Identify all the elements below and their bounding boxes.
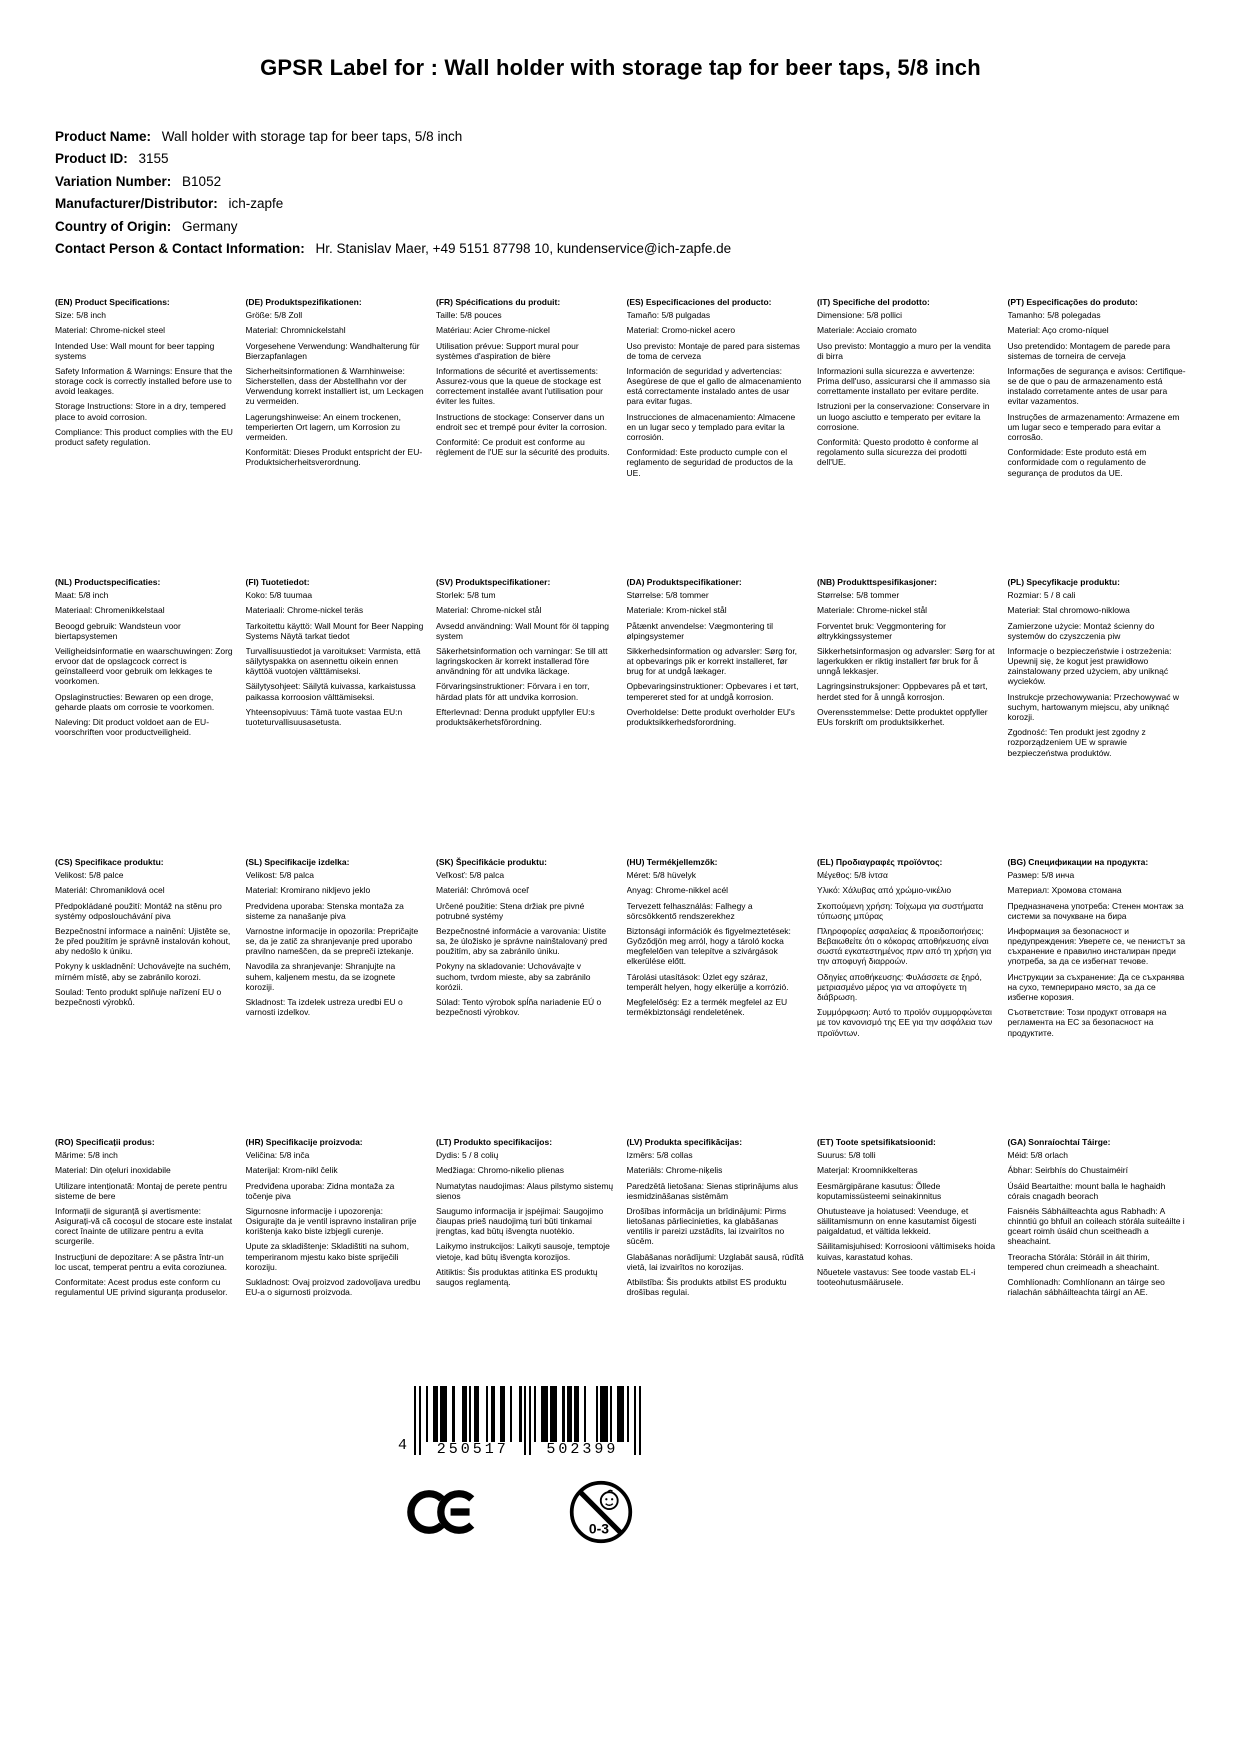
spec-paragraph: Atitiktis: Šis produktas atitinka ES produktų saugos reglamentą. <box>436 1266 598 1288</box>
spec-paragraph: Efterlevnad: Denna produkt uppfyller EU:s produktsäkerhetsförordning. <box>436 706 595 728</box>
spec-paragraph: Съответствие: Този продукт отговаря на регламента на ЕС за безопасност на продуктите. <box>1007 1007 1167 1038</box>
info-label: Variation Number: <box>55 173 172 189</box>
language-block-pl <box>1008 577 1187 857</box>
language-block-hu <box>627 857 806 1137</box>
spec-paragraph: Izmērs: 5/8 collas <box>626 1150 693 1161</box>
spec-paragraph: Tamanho: 5/8 polegadas <box>1007 310 1101 321</box>
spec-paragraph: Informações de segurança e avisos: Certifique-se de que o pau de armazenamento está instalado corretamente antes de usar para evitar vazamentos. <box>1007 365 1186 407</box>
language-block-header: (IT) Specifiche del prodotto: <box>817 296 930 307</box>
spec-paragraph: Upute za skladištenje: Skladištiti na suhom, temperiranom mjestu kako biste spriječili koroziju. <box>245 1241 409 1272</box>
spec-paragraph: Opslaginstructies: Bewaren op een droge, geharde plaats om corrosie te voorkomen. <box>55 691 215 712</box>
spec-paragraph: Pokyny k uskladnění: Uchovávejte na suchém, mírném místě, aby se zabránilo korozi. <box>55 961 231 982</box>
spec-paragraph: Koko: 5/8 tuumaa <box>245 590 313 601</box>
language-block-bg <box>1008 857 1187 1137</box>
language-block-fr <box>436 297 615 577</box>
spec-paragraph: Размер: 5/8 инча <box>1007 870 1075 881</box>
spec-paragraph: Predviđena uporaba: Zidna montaža za točenje piva <box>245 1180 395 1201</box>
spec-paragraph: Lagerungshinweise: An einem trockenen, temperierten Ort lagern, um Korrosion zu vermeiden. <box>245 411 401 443</box>
spec-paragraph: Velikost: 5/8 palca <box>245 870 315 881</box>
spec-paragraph: Zgodność: Ten produkt jest zgodny z rozporządzeniem UE w sprawie bezpieczeństwa produktów. <box>1007 727 1146 758</box>
spec-paragraph: Tamaño: 5/8 pulgadas <box>626 310 711 321</box>
spec-paragraph: Material: Chromnickelstahl <box>245 325 346 336</box>
spec-paragraph: Sukladnost: Ovaj proizvod zadovoljava uredbu EU-a o sigurnosti proizvoda. <box>245 1277 421 1298</box>
spec-paragraph: Nõuetele vastavus: See toode vastab EL-i tooteohutusmäärusele. <box>817 1266 976 1288</box>
spec-paragraph: Yhteensopivuus: Tämä tuote vastaa EU:n tuoteturvallisuusasetusta. <box>245 706 403 728</box>
language-block-header: (LV) Produkta specifikācijas: <box>626 1136 743 1147</box>
spec-paragraph: Instrucciones de almacenamiento: Almacene en un lugar seco y templado para evitar la corrosión. <box>626 411 796 443</box>
spec-paragraph: Numatytas naudojimas: Alaus pilstymo sistemų sienos <box>436 1180 614 1201</box>
spec-paragraph: Material: Aço cromo-níquel <box>1007 325 1109 336</box>
language-block-et <box>817 1137 996 1417</box>
spec-paragraph: Mărime: 5/8 inch <box>55 1150 118 1161</box>
spec-paragraph: Συμμόρφωση: Αυτό το προϊόν συμμορφώνεται με τον κανονισμό της ΕΕ για την ασφάλεια των προϊόντων. <box>817 1007 993 1038</box>
spec-paragraph: Informazioni sulla sicurezza e avvertenze: Prima dell'uso, assicurarsi che il ammasso sia correttamente installato per evitare perdite. <box>817 365 991 397</box>
spec-paragraph: Materiál: Chromaniklová ocel <box>55 885 165 896</box>
spec-paragraph: Atbilstība: Šis produkts atbilst ES produktu drošības regulai. <box>626 1277 787 1298</box>
spec-paragraph: Conformité: Ce produit est conforme au règlement de l'UE sur la sécurité des produits. <box>436 437 610 458</box>
spec-paragraph: Μέγεθος: 5/8 ίντσα <box>817 870 888 881</box>
spec-paragraph: Zamierzone użycie: Montaż ścienny do systemów do czyszczenia piw <box>1007 620 1155 641</box>
spec-paragraph: Beoogd gebruik: Wandsteun voor biertapsystemen <box>55 620 181 641</box>
spec-paragraph: Materiál: Chrómová oceľ <box>436 885 529 896</box>
language-block-header: (HU) Termékjellemzők: <box>626 856 718 867</box>
spec-paragraph: Sikkerhetsinformasjon og advarsler: Sørg for at lagerkukken er riktig installert før bruk for å unngå lekkasjer. <box>817 645 995 677</box>
spec-paragraph: Storage Instructions: Store in a dry, tempered place to avoid corrosion. <box>55 401 226 422</box>
spec-paragraph: Taille: 5/8 pouces <box>436 310 502 321</box>
spec-paragraph: Biztonsági információk és figyelmeztetések: Győződjön meg arról, hogy a tároló kocka megfelelően van telepítve a szivárgások elkerülése előtt. <box>626 925 791 967</box>
spec-paragraph: Veličina: 5/8 inča <box>245 1150 310 1161</box>
spec-paragraph: Paredzētā lietošana: Sienas stiprinājums alus iesmidzināšanas sistēmām <box>626 1180 799 1201</box>
spec-paragraph: Υλικό: Χάλυβας από χρώμιο-νικέλιο <box>817 885 952 896</box>
info-label: Contact Person & Contact Information: <box>55 241 305 257</box>
barcode-bar <box>639 1386 641 1455</box>
info-value: Wall holder with storage tap for beer taps, 5/8 inch <box>161 128 463 144</box>
spec-paragraph: Sigurnosne informacije i upozorenja: Osigurajte da je ventil ispravno instaliran prije korištenja kako biste izbjegli curenje. <box>245 1205 417 1237</box>
spec-paragraph: Materiale: Acciaio cromato <box>817 325 917 336</box>
spec-paragraph: Informations de sécurité et avertissements: Assurez-vous que la queue de stockage est correctement installée avant l'utilisation pour éviter les fuites. <box>436 365 603 407</box>
language-block-it <box>817 297 996 577</box>
language-block-header: (SV) Produktspecifikationer: <box>436 576 551 587</box>
spec-paragraph: Materijal: Krom-nikl čelik <box>245 1165 338 1176</box>
spec-paragraph: Materiaal: Chromenikkelstaal <box>55 605 165 616</box>
language-block-header: (EN) Product Specifications: <box>55 296 170 307</box>
language-block-da <box>627 577 806 857</box>
language-block-sk <box>436 857 615 1137</box>
barcode-group-right: 502399 <box>546 1441 619 1458</box>
spec-paragraph: Conformidade: Este produto está em conformidade com o regulamento de segurança de produtos da UE. <box>1007 447 1147 478</box>
language-block-ro <box>55 1137 234 1417</box>
product-info-row <box>55 194 1186 214</box>
spec-paragraph: Overensstemmelse: Dette produktet oppfyller EUs forskrift om produktsikkerhet. <box>817 706 988 728</box>
spec-paragraph: Méid: 5/8 orlach <box>1007 1150 1068 1161</box>
spec-paragraph: Matériau: Acier Chrome-nickel <box>436 325 550 336</box>
language-block-sl <box>246 857 425 1137</box>
language-grid <box>55 297 1186 1417</box>
language-block-en <box>55 297 234 577</box>
language-block-header: (CS) Specifikace produktu: <box>55 856 164 867</box>
spec-paragraph: Forventet bruk: Veggmontering for øltrykkingssystemer <box>817 620 946 641</box>
spec-paragraph: Istruzioni per la conservazione: Conservare in un luogo asciutto e temperato per evitare la corrosione. <box>817 401 990 432</box>
language-block-header: (NB) Produkttspesifikasjoner: <box>817 576 937 587</box>
spec-paragraph: Conformidad: Este producto cumple con el reglamento de seguridad de productos de la UE. <box>626 447 793 478</box>
spec-paragraph: Naleving: Dit product voldoet aan de EU-voorschriften voor productveiligheid. <box>55 717 210 738</box>
spec-paragraph: Οδηγίες αποθήκευσης: Φυλάσσετε σε ξηρό, μετριασμένο μέρος για να αποφύγετε τη διάβρωση. <box>817 971 982 1003</box>
language-block-header: (SK) Špecifikácie produktu: <box>436 856 547 867</box>
spec-paragraph: Turvallisuustiedot ja varoitukset: Varmista, että säilytyspakka on asennettu oikein ennen käyttöä vuotojen välttämiseksi. <box>245 645 421 677</box>
spec-paragraph: Uso previsto: Montaggio a muro per la vendita di birra <box>817 340 991 361</box>
spec-paragraph: Intended Use: Wall mount for beer tapping systems <box>55 340 215 361</box>
spec-paragraph: Ábhar: Seirbhís do Chustaiméirí <box>1007 1165 1128 1176</box>
spec-paragraph: Instruções de armazenamento: Armazene em um lugar seco e temperado para evitar a corrosão. <box>1007 411 1180 443</box>
spec-paragraph: Größe: 5/8 Zoll <box>245 310 303 321</box>
language-block-es <box>627 297 806 577</box>
age-warning-text: 0-3 <box>588 1520 609 1537</box>
spec-paragraph: Laikymo instrukcijos: Laikyti sausoje, temptoje vietoje, kad būtų išvengta korozijos. <box>436 1241 610 1262</box>
spec-paragraph: Rozmiar: 5 / 8 cali <box>1007 590 1076 601</box>
spec-paragraph: Tárolási utasítások: Üzlet egy száraz, temperált helyen, hogy elkerülje a korrózió. <box>626 971 789 992</box>
spec-paragraph: Instrucțiuni de depozitare: A se păstra într-un loc uscat, temperat pentru a evita coroziunea. <box>55 1251 227 1272</box>
spec-paragraph: Σκοπούμενη χρήση: Τοίχωμα για συστήματα τύπωσης μπύρας <box>817 900 984 921</box>
spec-paragraph: Ohutusteave ja hoiatused: Veenduge, et säilitamismunn on enne kasutamist õigesti paigaldatud, et vältida lekkeid. <box>817 1205 977 1237</box>
spec-paragraph: Predvidena uporaba: Stenska montaža za sisteme za nanašanje piva <box>245 900 404 921</box>
spec-paragraph: Материал: Хромова стомана <box>1007 885 1122 896</box>
spec-paragraph: Säilitamisjuhised: Korrosiooni vältimiseks hoida kuivas, karastatud kohas. <box>817 1241 996 1262</box>
info-label: Manufacturer/Distributor: <box>55 196 218 212</box>
language-block-header: (LT) Produkto specifikacijos: <box>436 1136 553 1147</box>
spec-paragraph: Vorgesehene Verwendung: Wandhalterung für Bierzapfanlagen <box>245 340 420 361</box>
spec-paragraph: Conformitate: Acest produs este conform cu regulamentul UE privind siguranța produselor. <box>55 1277 228 1298</box>
spec-paragraph: Material: Chrome-nickel steel <box>55 325 166 336</box>
language-block-de <box>246 297 425 577</box>
language-block-cs <box>55 857 234 1137</box>
language-block-header: (PL) Specyfikacje produktu: <box>1007 576 1120 587</box>
spec-paragraph: Size: 5/8 inch <box>55 310 107 321</box>
spec-paragraph: Material: Cromo-nickel acero <box>626 325 736 336</box>
language-block-lv <box>627 1137 806 1417</box>
info-value: B1052 <box>182 173 222 189</box>
spec-paragraph: Súlad: Tento výrobok spĺňa nariadenie EÚ o bezpečnosti výrobkov. <box>436 997 602 1018</box>
spec-paragraph: Informații de siguranță și avertismente: Asigurați-vă că cocoșul de stocare este instalat corect înainte de utilizare pentru a evita scurgerile. <box>55 1205 233 1247</box>
spec-paragraph: Varnostne informacije in opozorila: Prepričajte se, da je zatič za shranjevanje pred uporabo pravilno nameščen, da se prepreči iztekanje. <box>245 925 419 957</box>
language-block-sv <box>436 577 615 857</box>
spec-paragraph: Treoracha Stórála: Stóráil in áit thirim, tempered chun creimeadh a sheachaint. <box>1007 1251 1160 1272</box>
product-info-row <box>55 127 1186 147</box>
language-block-header: (GA) Sonraíochtaí Táirge: <box>1007 1136 1111 1147</box>
spec-paragraph: Dydis: 5 / 8 colių <box>436 1150 499 1161</box>
spec-paragraph: Materiaali: Chrome-nickel teräs <box>245 605 364 616</box>
spec-paragraph: Opbevaringsinstruktioner: Opbevares i et tørt, tempereret sted for at undgå korrosion. <box>626 681 799 702</box>
info-value: Germany <box>182 218 238 234</box>
spec-paragraph: Størrelse: 5/8 tommer <box>817 590 900 601</box>
info-label: Country of Origin: <box>55 218 172 234</box>
spec-paragraph: Předpokládané použití: Montáž na stěnu pro systémy odposlouchávání piva <box>55 900 222 921</box>
spec-paragraph: Säilytysohjeet: Säilytä kuivassa, karkaistussa paikassa korroosion välttämiseksi. <box>245 681 416 702</box>
info-value: 3155 <box>138 151 169 167</box>
language-block-nb <box>817 577 996 857</box>
language-block-header: (SL) Specifikacije izdelka: <box>245 856 350 867</box>
spec-paragraph: Veiligheidsinformatie en waarschuwingen: Zorg ervoor dat de opslagcock correct is geïnstalleerd voor gebruik om lekkages te voorkomen. <box>55 645 233 687</box>
spec-paragraph: Utilizare intenționată: Montaj de perete pentru sisteme de bere <box>55 1180 227 1201</box>
language-block-header: (EL) Προδιαγραφές προϊόντος: <box>817 856 943 867</box>
language-block-header: (DA) Produktspecifikationer: <box>626 576 742 587</box>
spec-paragraph: Uso pretendido: Montagem de parede para sistemas de torneira de cerveja <box>1007 340 1171 361</box>
language-block-header: (HR) Specifikacije proizvoda: <box>245 1136 363 1147</box>
barcode-group-left: 250517 <box>436 1441 509 1458</box>
spec-paragraph: Tarkoitettu käyttö: Wall Mount for Beer Napping Systems Näytä tarkat tiedot <box>245 620 424 641</box>
spec-paragraph: Megfelelőség: Ez a termék megfelel az EU termékbiztonsági rendeletének. <box>626 997 788 1018</box>
ce-mark-icon <box>406 1489 482 1535</box>
ean-barcode <box>398 1386 688 1458</box>
language-block-pt <box>1008 297 1187 577</box>
spec-paragraph: Инструкции за съхранение: Да се съхранява на сухо, темперирано място, за да се избегне корозия. <box>1007 971 1185 1003</box>
spec-paragraph: Suurus: 5/8 tolli <box>817 1150 876 1161</box>
spec-paragraph: Materiale: Chrome-nickel stål <box>817 605 928 616</box>
product-info <box>55 127 1186 259</box>
spec-paragraph: Konformität: Dieses Produkt entspricht der EU-Produktsicherheitsverordnung. <box>245 447 423 468</box>
spec-paragraph: Conformità: Questo prodotto è conforme al regolamento sulla sicurezza dei prodotti dell'UE. <box>817 437 979 468</box>
spec-paragraph: Bezpečnostní informace a nainění: Ujistěte se, že před použitím je správně instalován kohout, aby nedošlo k úniku. <box>55 925 231 957</box>
spec-paragraph: Navodila za shranjevanje: Shranjujte na suhem, kaljenem mestu, da se izognete koroziji. <box>245 961 396 992</box>
spec-paragraph: Instrukcje przechowywania: Przechowywać w suchym, hartowanym miejscu, aby uniknąć korozji. <box>1007 691 1179 723</box>
spec-paragraph: Eesmärgipärane kasutus: Õllede koputamissüsteemi seinakinnitus <box>817 1180 942 1201</box>
spec-paragraph: Utilisation prévue: Support mural pour systèmes d'aspiration de bière <box>436 340 579 361</box>
spec-paragraph: Overholdelse: Dette produkt overholder EU's produktsikkerhedsforordning. <box>626 706 795 728</box>
spec-paragraph: Materiāls: Chrome-niķelis <box>626 1165 723 1176</box>
language-block-header: (FI) Tuotetiedot: <box>245 576 310 587</box>
spec-paragraph: Úsáid Beartaithe: mount balla le haghaidh córais cnagadh beorach <box>1007 1180 1166 1201</box>
spec-paragraph: Faisnéis Sábháilteachta agus Rabhadh: A chinntiú go bhfuil an coileach stórála suiteáilte i gceart roimh úsáid chun sceitheadh a sheachaint. <box>1007 1205 1185 1247</box>
spec-paragraph: Avsedd användning: Wall Mount för öl tapping system <box>436 620 609 641</box>
page-title: GPSR Label for : Wall holder with storage tap for beer taps, 5/8 inch <box>260 55 981 80</box>
spec-paragraph: Velikost: 5/8 palce <box>55 870 124 881</box>
language-block-header: (ET) Toote spetsifikatsioonid: <box>817 1136 936 1147</box>
language-block-header: (FR) Spécifications du produit: <box>436 296 561 307</box>
spec-paragraph: Uso previsto: Montaje de pared para sistemas de toma de cerveza <box>626 340 800 361</box>
spec-paragraph: Påtænkt anvendelse: Vægmontering til ølpingsystemer <box>626 620 773 641</box>
language-block-header: (PT) Especificações do produto: <box>1007 296 1138 307</box>
product-info-row <box>55 172 1186 192</box>
spec-paragraph: Safety Information & Warnings: Ensure that the storage cock is correctly installed before use to avoid leakages. <box>55 365 233 397</box>
language-block-fi <box>246 577 425 857</box>
spec-paragraph: Medžiaga: Chromo-nikelio plienas <box>436 1165 565 1176</box>
spec-paragraph: Materiale: Krom-nickel stål <box>626 605 727 616</box>
spec-paragraph: Material: Kromirano nikljevo jeklo <box>245 885 371 896</box>
spec-paragraph: Informacje o bezpieczeństwie i ostrzeżenia: Upewnij się, że kogut jest prawidłowo zainstalowany przed użyciem, aby uniknąć wycieków. <box>1007 645 1172 687</box>
language-block-header: (RO) Specificații produs: <box>55 1136 155 1147</box>
spec-paragraph: Информация за безопасност и предупреждения: Уверете се, че пенистът за съхранение е правилно инсталиран преди употреба, за да се избегнат течове. <box>1007 925 1186 967</box>
spec-paragraph: Méret: 5/8 hüvelyk <box>626 870 696 881</box>
spec-paragraph: Säkerhetsinformation och varningar: Se till att lagringskocken är korrekt installerad före användning för att undvika läckage. <box>436 645 608 677</box>
language-block-header: (ES) Especificaciones del producto: <box>626 296 772 307</box>
language-block-el <box>817 857 996 1137</box>
spec-paragraph: Información de seguridad y advertencias: Asegúrese de que el gallo de almacenamiento está correctamente instalado antes de usar para evitar fugas. <box>626 365 802 407</box>
spec-paragraph: Glabāšanas norādījumi: Uzglabāt sausā, rūdītā vietā, lai izvairītos no korozijas. <box>626 1251 804 1272</box>
spec-paragraph: Materiał: Stal chromowo-niklowa <box>1007 605 1130 616</box>
spec-paragraph: Förvaringsinstruktioner: Förvara i en torr, härdad plats för att undvika korrosion. <box>436 681 590 702</box>
info-label: Product ID: <box>55 151 128 167</box>
spec-paragraph: Veľkosť: 5/8 palca <box>436 870 505 881</box>
spec-paragraph: Compliance: This product complies with the EU product safety regulation. <box>55 426 233 448</box>
spec-paragraph: Bezpečnostné informácie a varovania: Uistite sa, že úložisko je správne nainštalovaný pred použitím, aby sa zabránilo úniku. <box>436 925 608 957</box>
barcode-first-digit: 4 <box>398 1437 408 1454</box>
spec-paragraph: Πληροφορίες ασφαλείας & προειδοποιήσεις: Βεβαιωθείτε ότι ο κόκορας αποθήκευσης είναι σωστά εγκατεστημένος πριν από τη χρήση για την αποφυγή διαρροών. <box>817 925 992 967</box>
language-block-nl <box>55 577 234 857</box>
spec-paragraph: Tervezett felhasználás: Falhegy a sörcsökkentő rendszerekhez <box>626 900 753 921</box>
language-block-hr <box>246 1137 425 1417</box>
language-block-ga <box>1008 1137 1187 1417</box>
spec-paragraph: Sikkerhedsinformation og advarsler: Sørg for, at opbevarings pik er korrekt installeret, før brug for at undgå lækager. <box>626 645 798 677</box>
spec-paragraph: Určené použitie: Stena držiak pre pivné potrubné systémy <box>436 900 585 921</box>
spec-paragraph: Maat: 5/8 inch <box>55 590 109 601</box>
spec-paragraph: Material: Din oțeluri inoxidabile <box>55 1165 171 1176</box>
language-block-header: (DE) Produktspezifikationen: <box>245 296 362 307</box>
spec-paragraph: Størrelse: 5/8 tommer <box>626 590 709 601</box>
product-info-row <box>55 239 1186 259</box>
product-info-row <box>55 149 1186 169</box>
spec-paragraph: Storlek: 5/8 tum <box>436 590 496 601</box>
certification-marks <box>398 1479 688 1545</box>
spec-paragraph: Comhlíonadh: Comhlíonann an táirge seo rialachán sábháilteachta táirgí an AE. <box>1007 1277 1165 1298</box>
spec-paragraph: Lagringsinstruksjoner: Oppbevares på et tørt, herdet sted for å unngå korrosjon. <box>817 681 988 702</box>
spec-paragraph: Materjal: Kroomnikkelteras <box>817 1165 918 1176</box>
info-value: ich-zapfe <box>228 196 284 212</box>
info-value: Hr. Stanislav Maer, +49 5151 87798 10, kundenservice@ich-zapfe.de <box>315 241 732 257</box>
spec-paragraph: Pokyny na skladovanie: Uchovávajte v suchom, tvrdom mieste, aby sa zabránilo korózii. <box>436 961 591 992</box>
spec-paragraph: Saugumo informacija ir įspėjimai: Saugojimo čiaupas prieš naudojimą turi būti tinkamai įrengtas, kad būtų išvengta nuotėkio. <box>436 1205 604 1237</box>
language-block-lt <box>436 1137 615 1417</box>
spec-paragraph: Sicherheitsinformationen & Warnhinweise: Sicherstellen, dass der Abstellhahn vor der Verwendung korrekt installiert ist, um Leckagen zu vermeiden. <box>245 365 424 407</box>
language-block-header: (NL) Productspecificaties: <box>55 576 161 587</box>
spec-paragraph: Soulad: Tento produkt splňuje nařízení EU o bezpečnosti výrobků. <box>55 986 222 1008</box>
bottom-section <box>398 1386 688 1545</box>
baby-face-icon <box>601 1490 618 1509</box>
spec-paragraph: Skladnost: Ta izdelek ustreza uredbi EU o varnosti izdelkov. <box>245 997 403 1018</box>
spec-paragraph: Dimensione: 5/8 pollici <box>817 310 903 321</box>
spec-paragraph: Drošības informācija un brīdinājumi: Pirms lietošanas pārliecinieties, ka glabāšanas ventilis ir pareizi uzstādīts, lai izvairītos no sūcēm. <box>626 1205 787 1247</box>
spec-paragraph: Предназначена употреба: Стенен монтаж за системи за почукване на бира <box>1007 900 1184 921</box>
spec-paragraph: Instructions de stockage: Conserver dans un endroit sec et trempé pour éviter la corrosion. <box>436 411 608 432</box>
spec-paragraph: Material: Chrome-nickel stål <box>436 605 542 616</box>
barcode-symbol <box>414 1386 641 1458</box>
age-warning-0-3-icon <box>568 1479 634 1545</box>
product-info-row <box>55 217 1186 237</box>
spec-paragraph: Anyag: Chrome-nikkel acél <box>626 885 729 896</box>
language-block-header: (BG) Спецификации на продукта: <box>1007 856 1149 867</box>
barcode-digits <box>418 1441 637 1458</box>
info-label: Product Name: <box>55 128 152 144</box>
